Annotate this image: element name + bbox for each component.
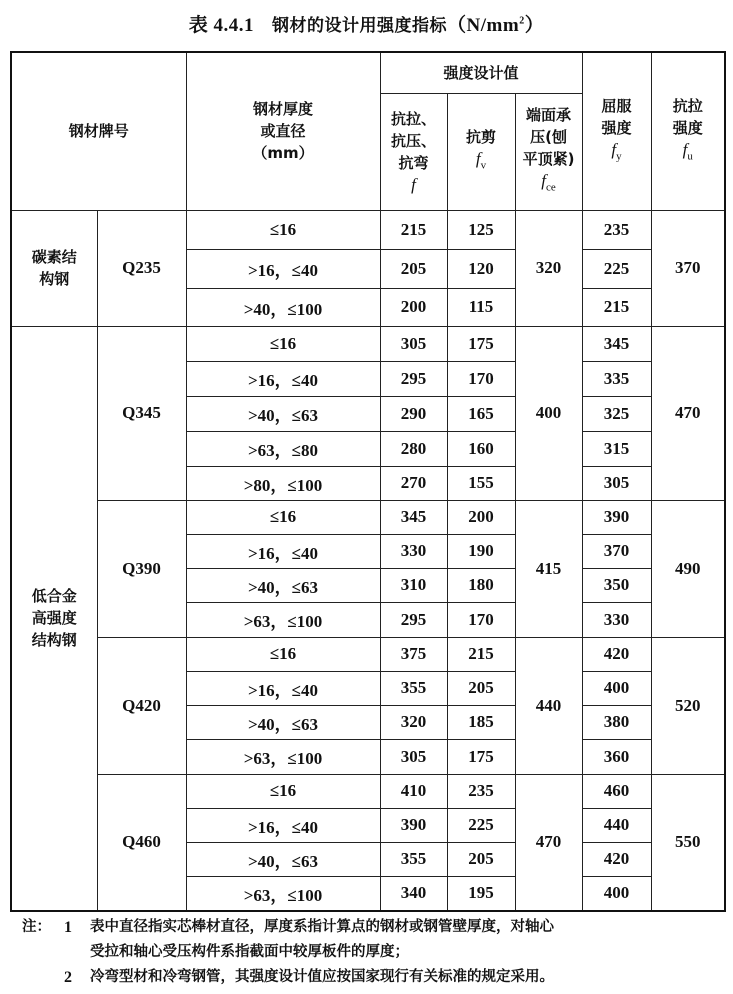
table-row	[11, 326, 725, 361]
fce-cell: 440	[515, 637, 582, 774]
header-grade: 钢材牌号	[11, 52, 186, 210]
fy-cell: 350	[582, 568, 651, 602]
table-notes	[22, 915, 722, 990]
fv-cell: 125	[447, 210, 515, 249]
range-cell: >63，≤80	[186, 431, 380, 466]
fy-cell: 370	[582, 534, 651, 568]
note-text-continued: 受拉和轴心受压构件系指截面中较厚板件的厚度；	[90, 944, 409, 960]
fu-cell: 470	[651, 326, 725, 500]
fy-cell: 360	[582, 739, 651, 774]
table-number: 表 4.4.1	[188, 15, 255, 36]
note-number: 2	[64, 969, 72, 986]
header-f: 抗拉、 抗压、 抗弯 f	[380, 93, 447, 210]
category-carbon-steel: 碳素结 构钢	[11, 210, 97, 326]
table-row	[11, 774, 725, 808]
f-cell: 280	[380, 431, 447, 466]
header-fu: 抗拉 强度 $f_u$	[651, 52, 725, 210]
fv-cell: 185	[447, 705, 515, 739]
f-cell: 290	[380, 396, 447, 431]
fv-cell: 180	[447, 568, 515, 602]
range-cell: >16，≤40	[186, 808, 380, 842]
f-cell: 270	[380, 466, 447, 500]
fv-cell: 115	[447, 288, 515, 326]
f-cell: 355	[380, 842, 447, 876]
f-cell: 305	[380, 326, 447, 361]
fy-cell: 235	[582, 210, 651, 249]
f-cell: 320	[380, 705, 447, 739]
header-fce: 端面承 压(刨 平顶紧) $f_{ce}$	[515, 93, 582, 210]
f-cell: 310	[380, 568, 447, 602]
range-cell: >16，≤40	[186, 534, 380, 568]
note-label: 注：	[22, 919, 51, 935]
fy-cell: 460	[582, 774, 651, 808]
f-cell: 355	[380, 671, 447, 705]
grade-q345: Q345	[97, 326, 186, 500]
header-fy: 屈服 强度 $f_y$	[582, 52, 651, 210]
fv-cell: 205	[447, 671, 515, 705]
f-cell: 200	[380, 288, 447, 326]
range-cell: >40，≤63	[186, 705, 380, 739]
fy-cell: 440	[582, 808, 651, 842]
table-row	[11, 637, 725, 671]
grade-q460: Q460	[97, 774, 186, 911]
f-cell: 305	[380, 739, 447, 774]
fv-cell: 165	[447, 396, 515, 431]
range-cell: >40，≤63	[186, 568, 380, 602]
range-cell: ≤16	[186, 637, 380, 671]
note-number: 1	[64, 919, 72, 936]
fv-cell: 120	[447, 249, 515, 288]
fu-cell: 550	[651, 774, 725, 911]
header-fv: 抗剪 $f_v$	[447, 93, 515, 210]
range-cell: >16，≤40	[186, 249, 380, 288]
range-cell: ≤16	[186, 774, 380, 808]
table-title	[0, 10, 733, 37]
fv-cell: 160	[447, 431, 515, 466]
fu-cell: 370	[651, 210, 725, 326]
f-cell: 295	[380, 361, 447, 396]
fy-cell: 420	[582, 637, 651, 671]
fy-cell: 400	[582, 671, 651, 705]
f-cell: 295	[380, 602, 447, 637]
fy-cell: 400	[582, 876, 651, 911]
fv-cell: 175	[447, 739, 515, 774]
range-cell: >40，≤63	[186, 396, 380, 431]
note-item	[22, 965, 722, 990]
grade-q390: Q390	[97, 500, 186, 637]
fce-cell: 400	[515, 326, 582, 500]
range-cell: >63，≤100	[186, 876, 380, 911]
category-low-alloy-steel: 低合金 高强度 结构钢	[11, 326, 97, 911]
fy-cell: 215	[582, 288, 651, 326]
fce-cell: 320	[515, 210, 582, 326]
f-cell: 205	[380, 249, 447, 288]
fv-cell: 155	[447, 466, 515, 500]
fy-cell: 325	[582, 396, 651, 431]
fv-cell: 170	[447, 602, 515, 637]
fv-cell: 225	[447, 808, 515, 842]
fv-cell: 235	[447, 774, 515, 808]
table-title-text: 钢材的设计用强度指标	[272, 16, 448, 36]
grade-q235: Q235	[97, 210, 186, 326]
table-unit: $(N/mm^2)$	[447, 15, 545, 36]
range-cell: ≤16	[186, 500, 380, 534]
f-cell: 375	[380, 637, 447, 671]
header-design-value: 强度设计值	[380, 52, 582, 93]
range-cell: >40，≤100	[186, 288, 380, 326]
range-cell: >63，≤100	[186, 602, 380, 637]
steel-strength-table	[10, 51, 726, 912]
note-item	[22, 915, 722, 940]
fy-cell: 335	[582, 361, 651, 396]
table-row	[11, 210, 725, 249]
fy-cell: 315	[582, 431, 651, 466]
fce-cell: 415	[515, 500, 582, 637]
fv-cell: 200	[447, 500, 515, 534]
fu-cell: 490	[651, 500, 725, 637]
fv-cell: 175	[447, 326, 515, 361]
note-text: 表中直径指实芯棒材直径，厚度系指计算点的钢材或钢管壁厚度，对轴心	[90, 919, 554, 935]
f-cell: 390	[380, 808, 447, 842]
range-cell: >40，≤63	[186, 842, 380, 876]
f-cell: 330	[380, 534, 447, 568]
range-cell: ≤16	[186, 326, 380, 361]
fy-cell: 390	[582, 500, 651, 534]
fv-cell: 215	[447, 637, 515, 671]
fv-cell: 195	[447, 876, 515, 911]
fy-cell: 225	[582, 249, 651, 288]
range-cell: >63，≤100	[186, 739, 380, 774]
fy-cell: 345	[582, 326, 651, 361]
table-row	[11, 500, 725, 534]
fy-cell: 330	[582, 602, 651, 637]
f-cell: 410	[380, 774, 447, 808]
range-cell: >80，≤100	[186, 466, 380, 500]
range-cell: >16，≤40	[186, 361, 380, 396]
header-thickness: 钢材厚度 或直径 （mm）	[186, 52, 380, 210]
fv-cell: 190	[447, 534, 515, 568]
f-cell: 215	[380, 210, 447, 249]
fu-cell: 520	[651, 637, 725, 774]
fy-cell: 420	[582, 842, 651, 876]
fv-cell: 205	[447, 842, 515, 876]
fce-cell: 470	[515, 774, 582, 911]
note-text: 冷弯型材和冷弯钢管，其强度设计值应按国家现行有关标准的规定采用。	[90, 969, 554, 985]
fy-cell: 305	[582, 466, 651, 500]
grade-q420: Q420	[97, 637, 186, 774]
f-cell: 345	[380, 500, 447, 534]
fy-cell: 380	[582, 705, 651, 739]
range-cell: >16，≤40	[186, 671, 380, 705]
fv-cell: 170	[447, 361, 515, 396]
f-cell: 340	[380, 876, 447, 911]
range-cell: ≤16	[186, 210, 380, 249]
